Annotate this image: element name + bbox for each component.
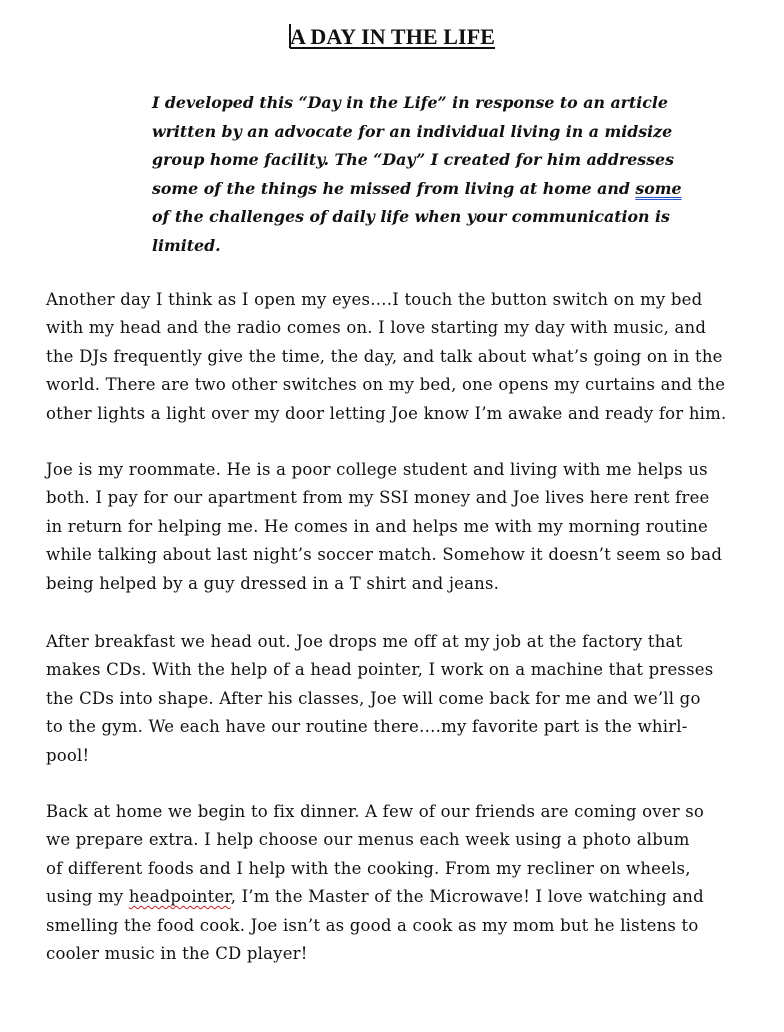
paragraph-line: Another day I think as I open my eyes….I touch the button switch on my bed — [46, 290, 703, 309]
paragraph-line: Back at home we begin to fix dinner. A few of our friends are coming over so — [46, 802, 705, 821]
spelling-flagged-word[interactable]: headpointer — [128, 887, 231, 907]
body-paragraph-3[interactable] — [46, 628, 746, 770]
grammar-flagged-word[interactable]: some — [635, 178, 682, 198]
title-row — [0, 24, 784, 50]
paragraph-line-text: using my — [46, 887, 129, 907]
paragraph-line: smelling the food cook. Joe isn’t as good a cook as my mom but he listens to — [46, 915, 699, 935]
paragraph-line: pool! — [46, 745, 90, 765]
paragraph-line-text: , I’m the Master of the Microwave! I love watching and — [230, 887, 704, 907]
paragraph-line — [46, 883, 746, 911]
body-paragraph-1[interactable] — [46, 286, 746, 428]
paragraph-line: cooler music in the CD player! — [46, 944, 308, 964]
document-title[interactable]: A DAY IN THE LIFE — [289, 24, 496, 49]
paragraph-line: world. There are two other switches on my bed, one opens my curtains and the — [46, 375, 726, 395]
paragraph-line: the CDs into shape. After his classes, Joe will come back for me and we’ll go — [46, 688, 701, 708]
paragraph-line: Joe is my roommate. He is a poor college student and living with me helps us — [46, 460, 708, 479]
paragraph-line: being helped by a guy dressed in a T shirt and jeans. — [46, 573, 500, 593]
paragraph-line: of different foods and I help with the cooking. From my recliner on wheels, — [46, 858, 691, 878]
body-paragraph-4[interactable] — [46, 798, 746, 968]
body-paragraph-2[interactable] — [46, 456, 746, 598]
intro-line-text: some of the things he missed from living at home and — [152, 178, 636, 198]
paragraph-line: makes CDs. With the help of a head pointer, I work on a machine that presses — [46, 660, 714, 680]
paragraph-line: we prepare extra. I help choose our menus each week using a photo album — [46, 830, 690, 850]
paragraph-line: in return for helping me. He comes in and helps me with my morning routine — [46, 516, 709, 536]
paragraph-line: After breakfast we head out. Joe drops me off at my job at the factory that — [46, 632, 683, 651]
paragraph-line: while talking about last night’s soccer match. Somehow it doesn’t seem so bad — [46, 545, 723, 565]
intro-paragraph[interactable] — [152, 89, 682, 260]
paragraph-line: other lights a light over my door letting Joe know I’m awake and ready for him. — [46, 403, 727, 423]
paragraph-line: with my head and the radio comes on. I love starting my day with music, and — [46, 318, 707, 338]
intro-line: limited. — [152, 235, 221, 255]
paragraph-line: the DJs frequently give the time, the day, and talk about what’s going on in the — [46, 346, 723, 366]
paragraph-line: to the gym. We each have our routine there….my favorite part is the whirl- — [46, 717, 688, 737]
paragraph-line: both. I pay for our apartment from my SSI money and Joe lives here rent free — [46, 488, 710, 508]
intro-line: I developed this “Day in the Life” in response to an article — [152, 93, 668, 112]
intro-line: group home facility. The “Day” I created for him addresses — [152, 150, 674, 169]
intro-line: of the challenges of daily life when your communication is — [152, 207, 670, 226]
intro-line: written by an advocate for an individual living in a midsize — [152, 121, 673, 141]
intro-line — [152, 175, 682, 204]
